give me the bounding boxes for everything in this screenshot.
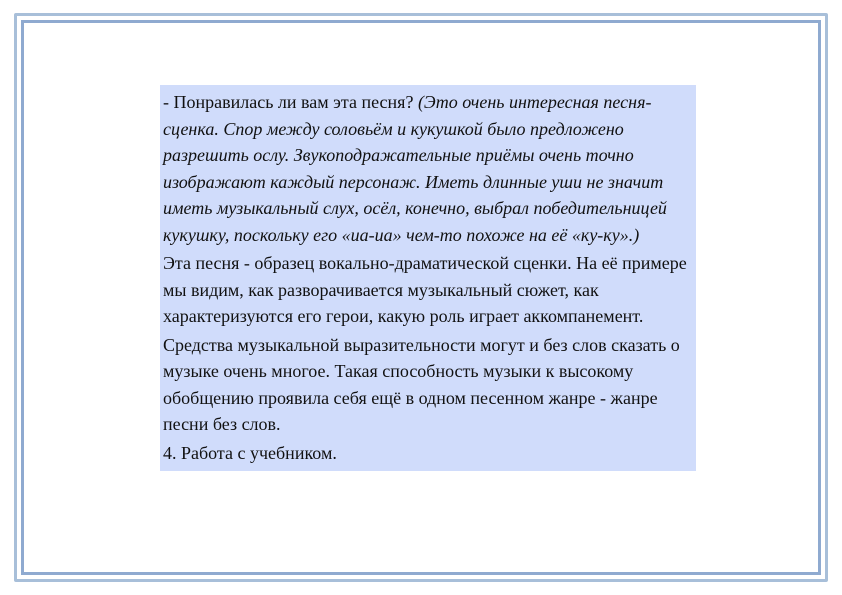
paragraph-question <box>163 89 693 248</box>
question-answer-italic: (Это очень интересная песня-сценка. Спор между соловьём и кукушкой было предложено разрешить ослу. Звукоподражательные приёмы очень точно изображают каждый персонаж. Иметь длинные уши не значит иметь музыкальный слух, осёл, конечно, выбрал победительницей кукушку, поскольку его «иа-иа» чем-то похоже на её «ку-ку».) <box>163 92 667 245</box>
paragraph-textbook-work: 4. Работа с учебником. <box>163 442 337 463</box>
question-text: - Понравилась ли вам эта песня? <box>163 92 418 112</box>
paragraph-song-example: Эта песня - образец вокально-драматической сценки. На её примере мы видим, как разворачивается музыкальный сюжет, как характеризуются его герои, какую роль играет аккомпанемент. <box>163 253 687 326</box>
text-block <box>160 85 696 471</box>
paragraph-expressive-means: Средства музыкальной выразительности могут и без слов сказать о музыке очень многое. Такая способность музыки к высокому обобщению проявила себя ещё в одном песенном жанре - жанре песни без слов. <box>163 334 680 434</box>
